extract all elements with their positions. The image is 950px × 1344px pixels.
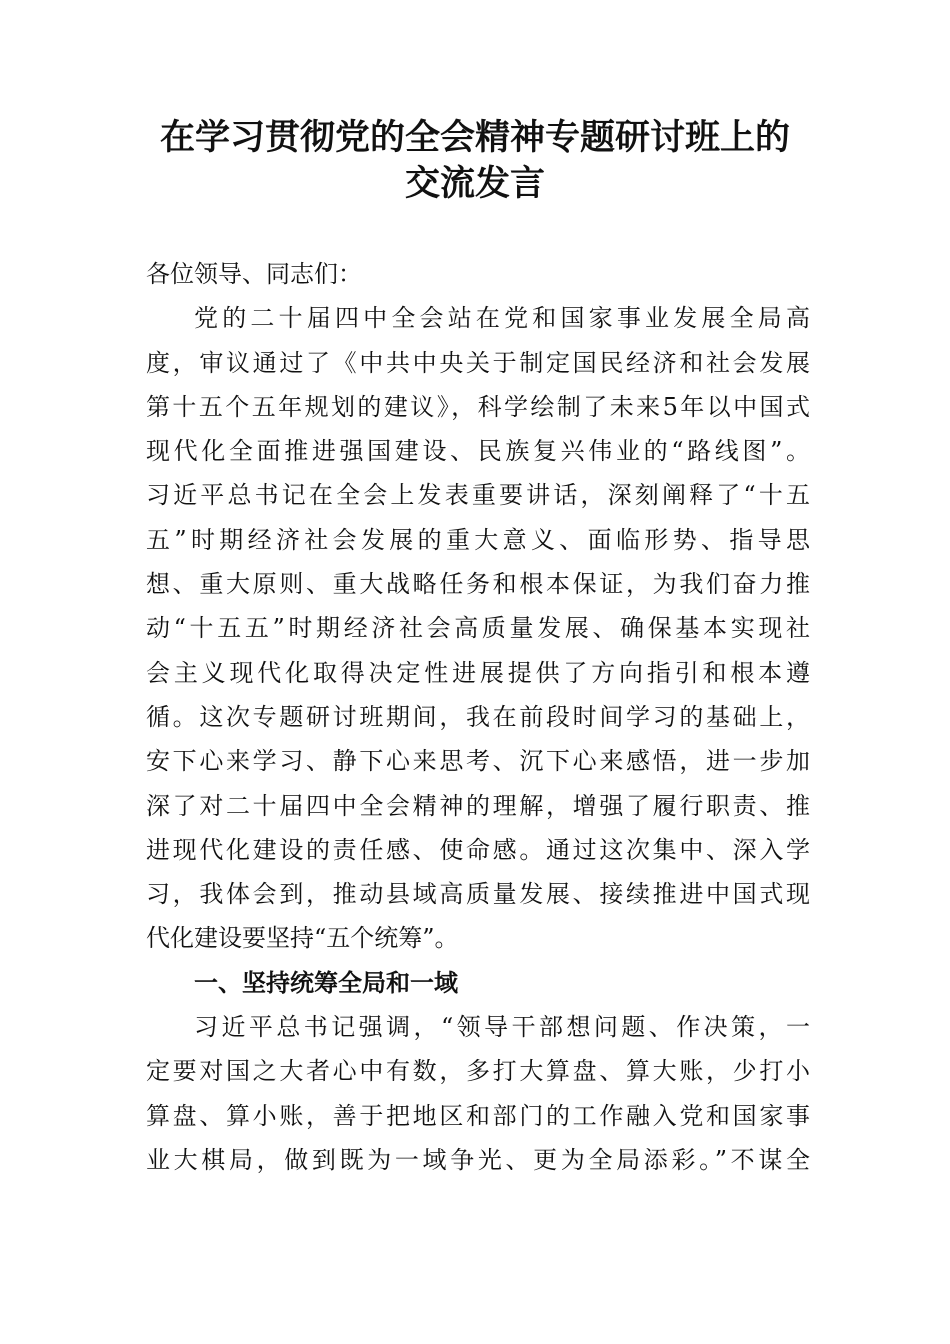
paragraph-2-line: 业大棋局，做到既为一域争光、更为全局添彩。”不谋全 [146, 1145, 810, 1174]
paragraph-1-line: 党的二十届四中全会站在党和国家事业发展全局高 [194, 304, 810, 333]
paragraph-1-line: 习，我体会到，推动县域高质量发展、接续推进中国式现 [146, 880, 810, 909]
paragraph-1-line: 现代化全面推进强国建设、民族复兴伟业的“路线图”。 [146, 437, 810, 466]
paragraph-1-line: 深了对二十届四中全会精神的理解，增强了履行职责、推 [146, 791, 810, 820]
paragraph-1-line: 习近平总书记在全会上发表重要讲话，深刻阐释了“十五 [146, 481, 810, 510]
paragraph-1-line: 进现代化建设的责任感、使命感。通过这次集中、深入学 [146, 835, 810, 864]
paragraph-1-line: 想、重大原则、重大战略任务和根本保证，为我们奋力推 [146, 570, 810, 599]
paragraph-1-line: 会主义现代化取得决定性进展提供了方向指引和根本遵 [146, 658, 810, 687]
salutation: 各位领导、同志们： [146, 260, 362, 288]
paragraph-1-line: 循。这次专题研讨班期间，我在前段时间学习的基础上， [146, 702, 810, 731]
document-body [146, 252, 810, 1182]
paragraph-2-line: 定要对国之大者心中有数，多打大算盘、算大账，少打小 [146, 1057, 810, 1086]
document-title-line-1: 在学习贯彻党的全会精神专题研讨班上的 [159, 117, 790, 158]
paragraph-1-line: 第十五个五年规划的建议》，科学绘制了未来5年以中国式 [146, 392, 810, 421]
document-title-line-2: 交流发言 [404, 163, 545, 204]
paragraph-2-line: 算盘、算小账，善于把地区和部门的工作融入党和国家事 [146, 1101, 810, 1130]
paragraph-1-line: 度，审议通过了《中共中央关于制定国民经济和社会发展 [146, 348, 810, 377]
paragraph-1-line: 五”时期经济社会发展的重大意义、面临形势、指导思 [146, 525, 810, 554]
paragraph-2-line: 习近平总书记强调，“领导干部想问题、作决策，一 [194, 1013, 810, 1042]
section-heading: 一、坚持统筹全局和一域 [194, 968, 458, 997]
paragraph-1-line: 安下心来学习、静下心来思考、沉下心来感悟，进一步加 [146, 747, 810, 776]
paragraph-1-line: 代化建设要坚持“五个统筹”。 [146, 924, 459, 953]
paragraph-1-line: 动“十五五”时期经济社会高质量发展、确保基本实现社 [146, 614, 810, 643]
